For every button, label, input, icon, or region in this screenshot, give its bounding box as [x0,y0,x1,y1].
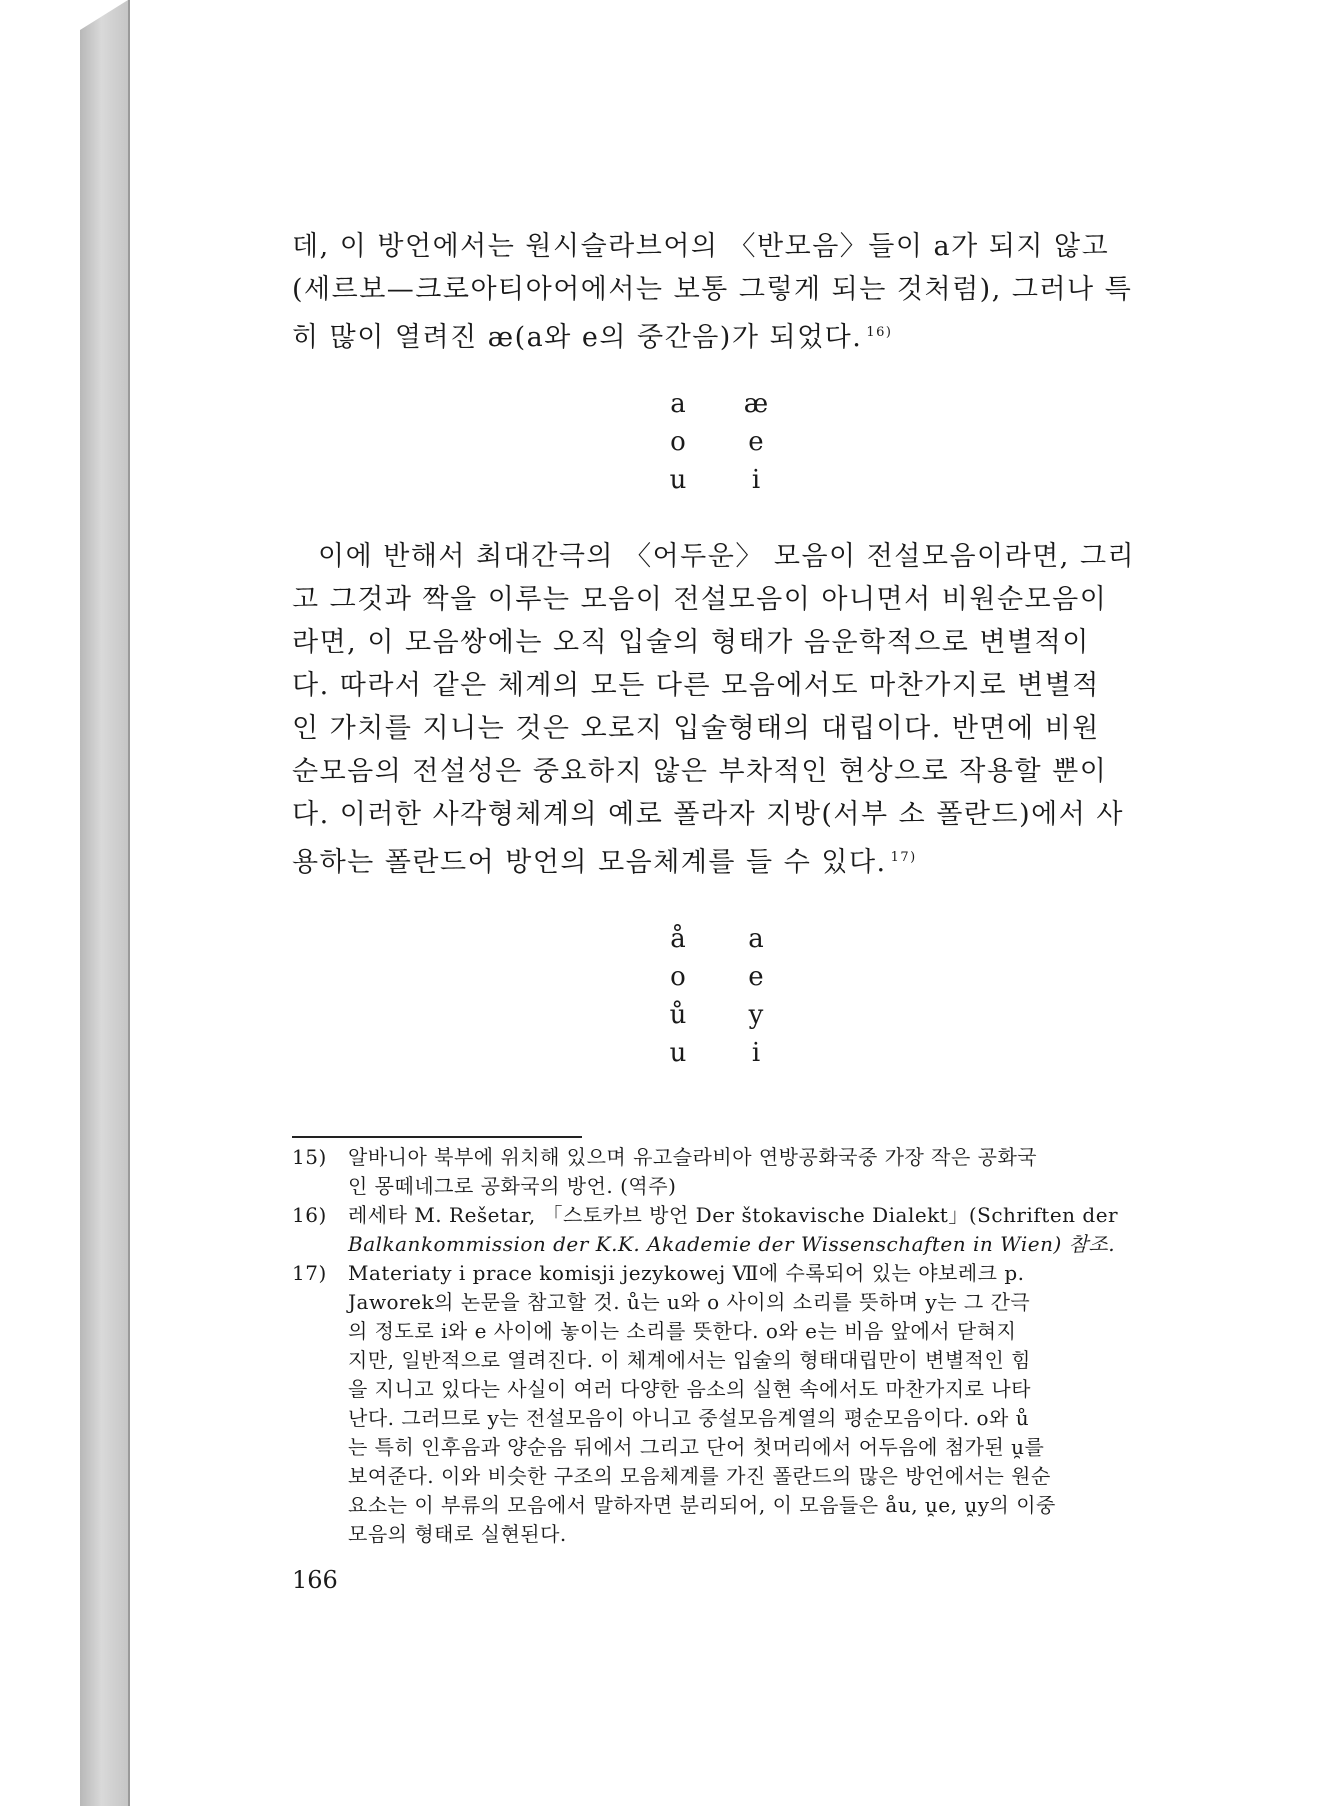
footnote-body [348,1259,1140,1549]
paragraph-1-line [292,311,1142,359]
footnote-divider [292,1136,582,1138]
book-spine [80,0,128,1806]
footnote-number: 17) [292,1261,327,1285]
paragraph-2-line: 다. 따라서 같은 체계의 모든 다른 모음에서도 마찬가지로 변별적 [292,670,1100,701]
vowel: ů [669,1000,687,1030]
vowel: a [748,924,764,954]
footnote-number: 16) [292,1203,327,1227]
paragraph-2-line: 인 가치를 지니는 것은 오로지 입술형태의 대립이다. 반면에 비원 [292,713,1100,744]
footnote-ref-17: 17) [890,850,917,865]
paragraph-1-line-text: 히 많이 열려진 æ(a와 e의 중간음)가 되었다. [292,322,863,353]
footnote-line: 을 지니고 있다는 사실이 여러 다양한 음소의 실현 속에서도 마찬가지로 나타 [348,1377,1031,1401]
footnote-line: 알바니아 북부에 위치해 있으며 유고슬라비아 연방공화국중 가장 작은 공화국 [348,1145,1038,1169]
paragraph-2-line: 라면, 이 모음쌍에는 오직 입술의 형태가 음운학적으로 변별적이 [292,627,1090,658]
footnote-line: 의 정도로 i와 e 사이에 놓이는 소리를 뜻한다. o와 e는 비음 앞에서 닫혀지 [348,1319,1017,1343]
vowel: i [751,465,761,495]
main-text [292,225,1142,1068]
footnote-ref-16: 16) [866,325,893,340]
footnote-16 [292,1201,1140,1259]
paragraph-2-line: 고 그것과 짝을 이루는 모음이 전설모음이 아니면서 비원순모음이 [292,584,1108,615]
footnote-line: 보여준다. 이와 비슷한 구조의 모음체계를 가진 폴란드의 많은 방언에서는 원순 [348,1464,1051,1488]
footnote-body [348,1201,1140,1259]
page-number: 166 [292,1566,338,1594]
footnote-line: Materiaty i prace komisji jezykowej Ⅶ에 수록되어 있는 야보레크 p. [348,1261,1025,1285]
footnotes [292,1143,1140,1549]
paragraph-1-line: (세르보—크로아티아어에서는 보통 그렇게 되는 것처럼), 그러나 특 [292,274,1133,305]
paragraph-1 [292,225,1142,359]
vowel: o [670,962,686,992]
vowel: å [670,924,686,954]
paragraph-2-line: 이에 반해서 최대간극의 〈어두운〉 모음이 전설모음이라면, 그리 [318,541,1136,572]
vowel-chart-2 [292,924,1142,1068]
paragraph-2 [292,535,1142,884]
footnote-line [348,1230,1140,1259]
vowel: u [669,465,687,495]
vowel: i [751,1038,761,1068]
paragraph-2-line-text: 용하는 폴란드어 방언의 모음체계를 들 수 있다. [292,847,887,878]
paragraph-2-line: 다. 이러한 사각형체계의 예로 폴라자 지방(서부 소 폴란드)에서 사 [292,799,1124,830]
vowel: e [748,427,764,457]
vowel-chart-1 [292,389,1142,495]
footnote-line: 는 특히 인후음과 양순음 뒤에서 그리고 단어 첫머리에서 어두음에 첨가된 u̯를 [348,1435,1045,1459]
footnote-body [348,1143,1140,1201]
footnote-line: 인 몽떼네그로 공화국의 방언. (역주) [348,1174,677,1198]
footnote-line: 모음의 형태로 실현된다. [348,1522,567,1546]
footnote-line: 요소는 이 부류의 모음에서 말하자면 분리되어, 이 모음들은 åu, u̯e, u̯y의 이중 [348,1493,1056,1517]
vowel: y [748,1000,764,1030]
footnote-line: Jaworek의 논문을 참고할 것. ů는 u와 o 사이의 소리를 뜻하며 y는 그 간극 [348,1290,1031,1314]
vowel: u [669,1038,687,1068]
paragraph-1-line: 데, 이 방언에서는 원시슬라브어의 〈반모음〉들이 a가 되지 않고 [292,231,1110,262]
footnote-number: 15) [292,1145,327,1169]
vowel: o [670,427,686,457]
paragraph-2-line [292,836,1142,884]
footnote-italic-line: Balkankommission der K.K. Akademie der Wissenschaften in Wien) 참조. [348,1232,1116,1256]
vowel: æ [743,389,769,419]
footnote-17 [292,1259,1140,1549]
footnote-line: 지만, 일반적으로 열려진다. 이 체계에서는 입술의 형태대립만이 변별적인 힘 [348,1348,1031,1372]
vowel: a [670,389,686,419]
vowel: e [748,962,764,992]
paragraph-2-line: 순모음의 전설성은 중요하지 않은 부차적인 현상으로 작용할 뿐이 [292,756,1108,787]
footnote-line: 레세타 M. Rešetar, 「스토카브 방언 Der štokavische Dialekt」(Schriften der [348,1203,1119,1227]
footnote-15 [292,1143,1140,1201]
footnote-line: 난다. 그러므로 y는 전설모음이 아니고 중설모음계열의 평순모음이다. o와 ů [348,1406,1030,1430]
